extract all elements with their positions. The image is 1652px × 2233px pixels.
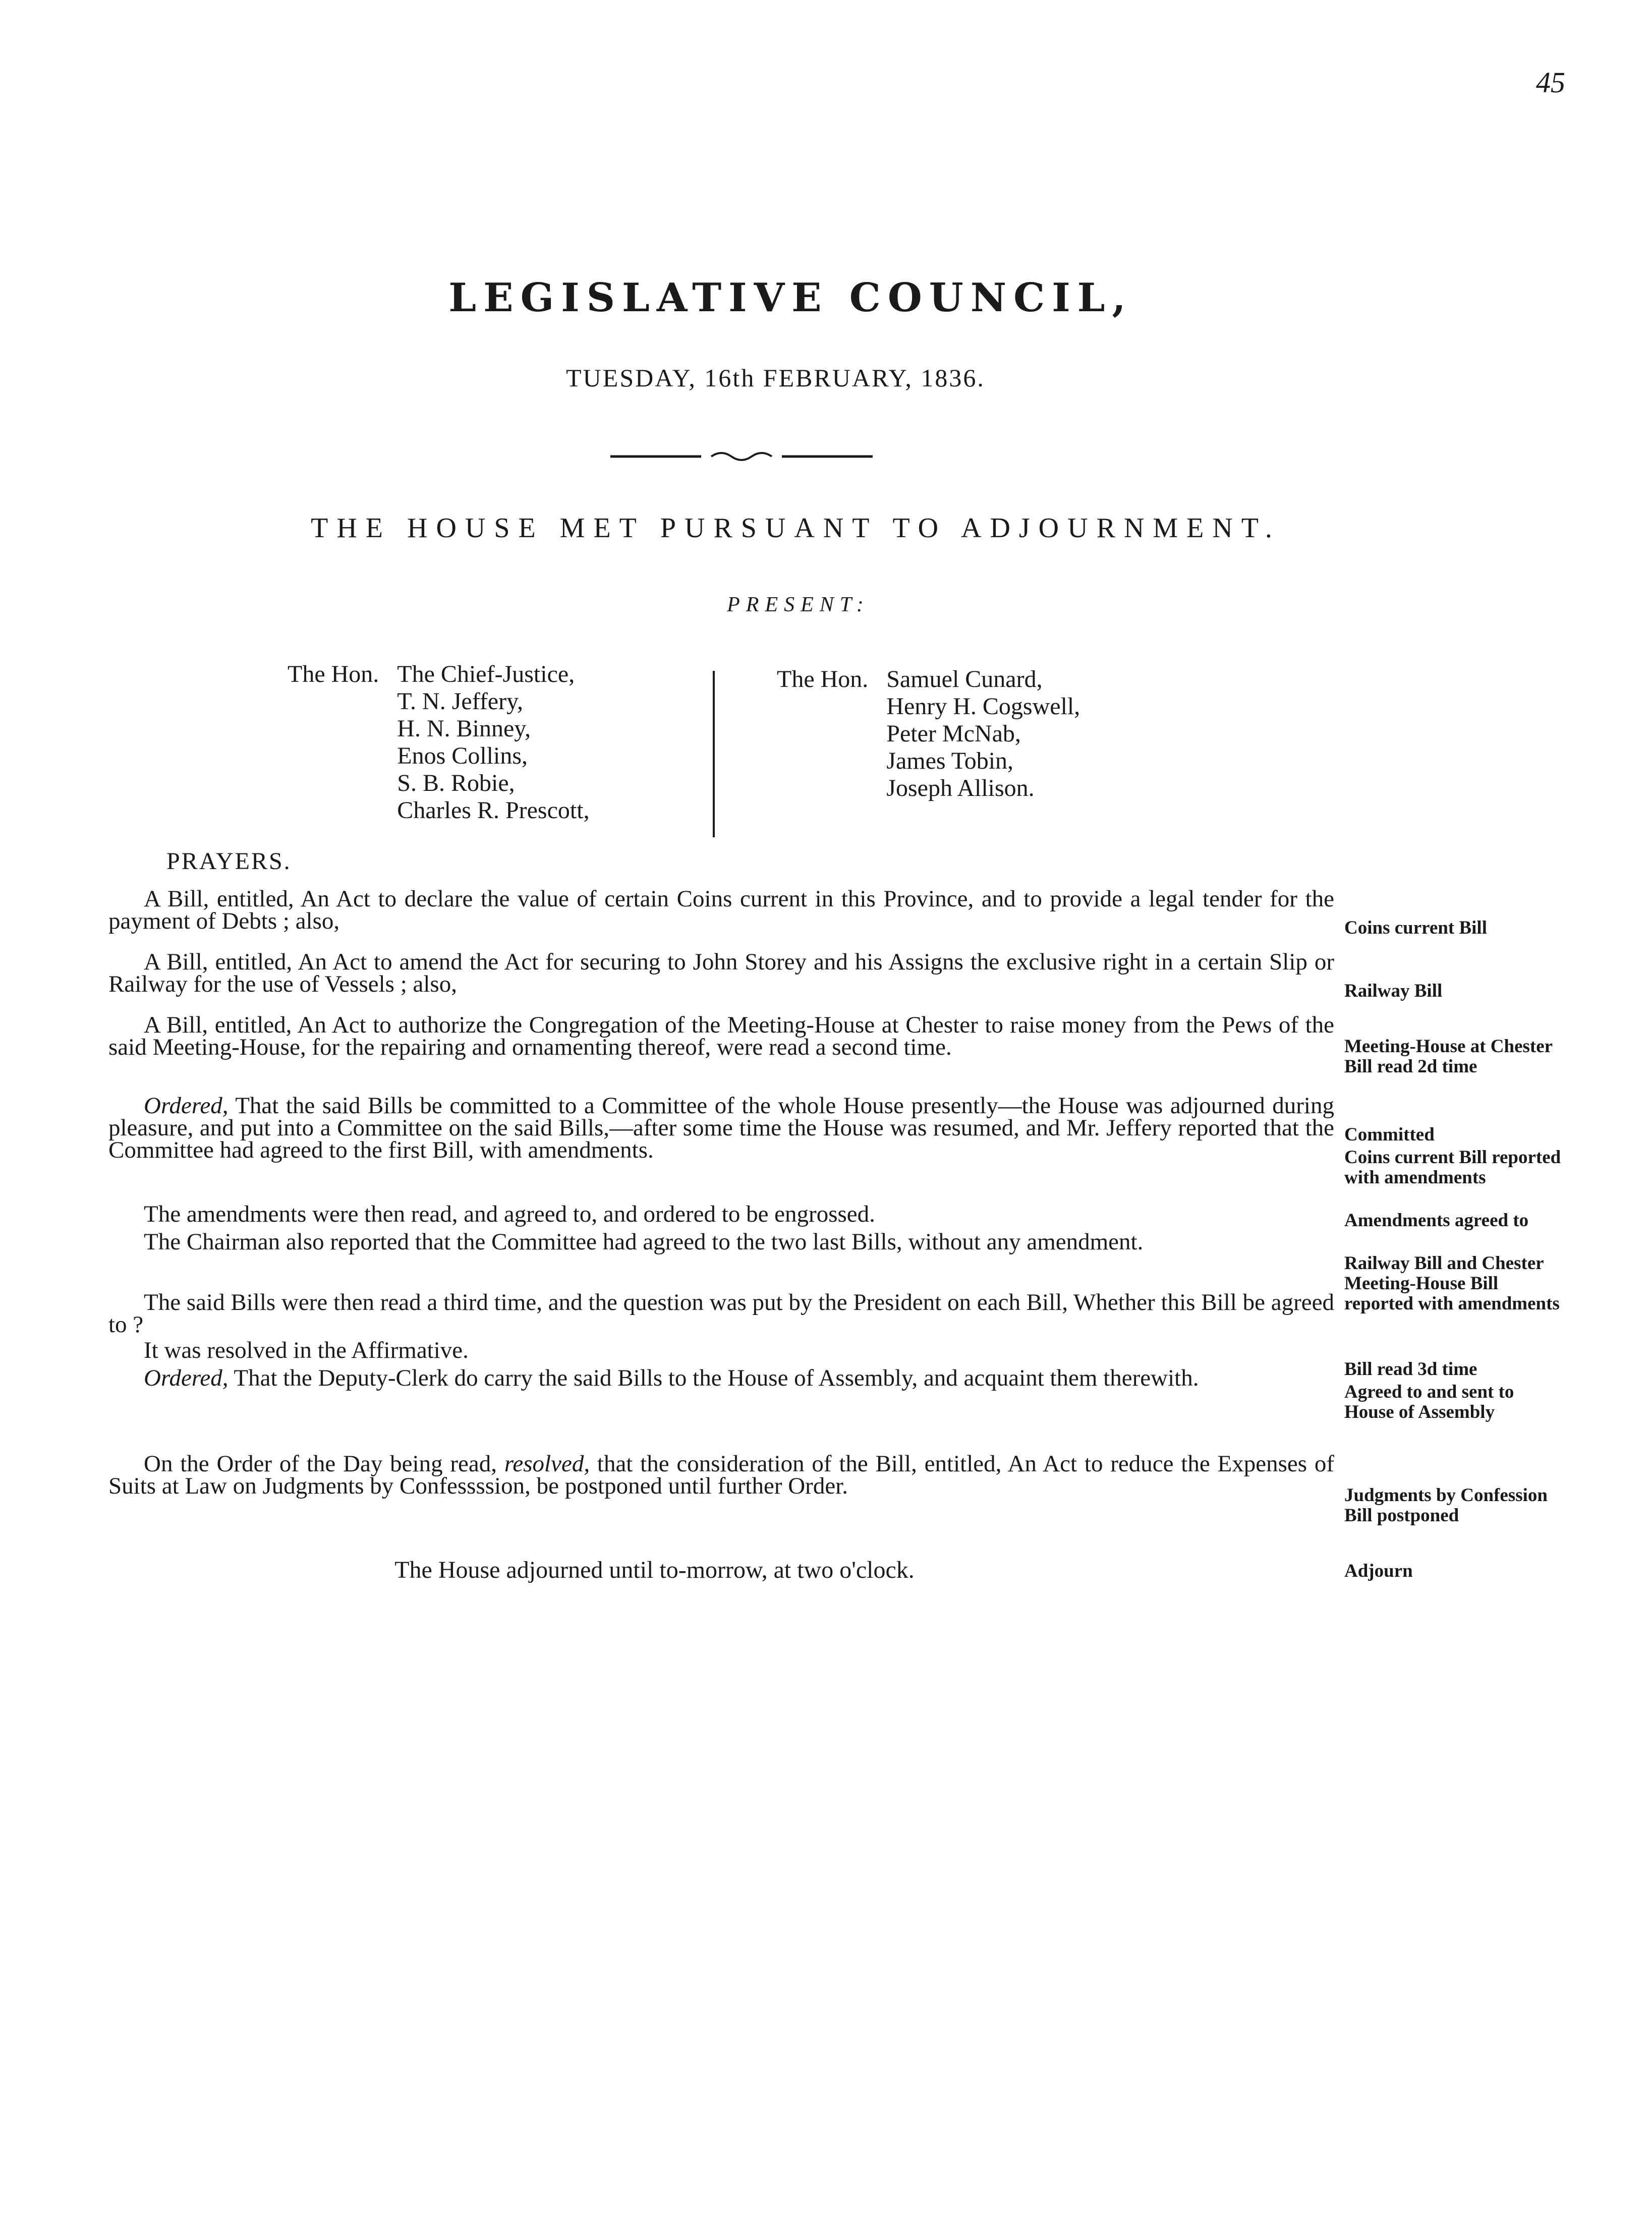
paragraph-text [108,1453,1334,1497]
paragraph-chairman [108,1231,1334,1253]
margin-note: Adjourn [1344,1561,1413,1581]
member-name: Peter McNab, [886,720,1021,747]
hon-label-right: The Hon. [777,666,869,693]
margin-note: Agreed to and sent to House of Assembly [1344,1382,1514,1422]
adjourn-line: The House adjourned until to-morrow, at two o'clock. [394,1557,915,1583]
members-right [777,666,1080,802]
member-name: Samuel Cunard, [886,666,1043,693]
paragraph-text: A Bill, entitled, An Act to amend the Act for securing to John Storey and his Assigns the exclusive right in a certain Slip or Railway for the use of Vessels ; also, [108,949,1334,997]
member-name: S. B. Robie, [397,770,515,796]
margin-note: Railway Bill [1344,981,1443,1001]
paragraph-committed [108,1095,1334,1161]
margin-note: Coins current Bill reported with amendments [1344,1147,1561,1188]
paragraph-text: A Bill, entitled, An Act to authorize the Congregation of the Meeting-House at Chester to raise money from the Pews of the said Meeting-House, for the repairing and ornamenting thereof, were read a second time. [108,1012,1334,1060]
member-name: Henry H. Cogswell, [886,693,1080,720]
member-names-left [397,661,589,824]
paragraph-text: The amendments were then read, and agreed to, and ordered to be engrossed. [144,1201,875,1227]
member-name: The Chief-Justice, [397,661,575,688]
margin-note: Coins current Bill [1344,918,1487,938]
paragraph-meeting-house-bill [108,1014,1334,1058]
council-title: LEGISLATIVE COUNCIL, [448,275,1133,321]
paragraph-deputy-clerk [108,1367,1334,1389]
margin-note: Meeting-House at Chester Bill read 2d time [1344,1036,1553,1077]
hon-label-left: The Hon. [288,661,379,688]
ordered-label: Ordered, [144,1093,229,1119]
prayers-heading: PRAYERS. [166,848,292,875]
margin-note: Railway Bill and Chester Meeting-House Bill reported with amendments [1344,1253,1560,1314]
margin-note: Bill read 3d time [1344,1359,1477,1380]
paragraph-text: The said Bills were then read a third time, and the question was put by the President on each Bill, Whether this Bill be agreed to ? [108,1289,1334,1338]
member-name: H. N. Binney, [397,715,531,742]
paragraph-body: That the Deputy-Clerk do carry the said Bills to the House of Assembly, and acquaint them therewith. [234,1365,1199,1391]
member-name: James Tobin, [886,748,1014,774]
margin-note: Committed [1344,1124,1435,1145]
paragraph-text [108,1095,1334,1161]
date-line: TUESDAY, 16th FEBRUARY, 1836. [566,364,985,392]
members-left [288,661,590,824]
paragraph-text [108,1367,1334,1389]
resolved-label: resolved, [504,1451,590,1477]
paragraph-text: A Bill, entitled, An Act to declare the value of certain Coins current in this Province, and to provide a legal tender for the payment of Debts ; also, [108,886,1334,934]
member-name: T. N. Jeffery, [397,688,523,715]
present-heading: PRESENT: [727,593,870,616]
paragraph-body: that the consideration of the Bill, entitled, An Act to reduce the Expenses of Suits at Law on Judgments by Confessssion, be postponed until further Order. [108,1451,1335,1499]
paragraph-amendments [108,1203,1334,1225]
paragraph-text: The Chairman also reported that the Committee had agreed to the two last Bills, without any amendment. [144,1229,1144,1255]
paragraph-resolved [108,1339,1334,1361]
member-name: Enos Collins, [397,742,528,769]
margin-note: Judgments by Confession Bill postponed [1344,1485,1548,1526]
paragraph-third-reading [108,1291,1334,1336]
members-divider [713,671,715,837]
order-day-prefix: On the Order of the Day being read, [144,1451,497,1477]
member-name: Joseph Allison. [886,775,1035,801]
paragraph-railway-bill [108,951,1334,995]
page-number: 45 [1536,66,1565,99]
paragraph-body: That the said Bills be committed to a Committee of the whole House presently—the House was adjourned during pleasure, and put into a Committee on the said Bills,—after some time the House was resumed, and Mr. Jeffery reported that the Committee had agreed to the first Bill, with amendments. [108,1093,1334,1163]
paragraph-order-of-day [108,1453,1334,1497]
paragraph-coins-bill [108,888,1334,932]
ornament-divider-icon [610,449,873,464]
member-names-right [886,666,1080,802]
met-heading: THE HOUSE MET PURSUANT TO ADJOURNMENT. [311,512,1281,544]
ordered-label: Ordered, [144,1365,229,1391]
margin-note: Amendments agreed to [1344,1210,1529,1231]
member-name: Charles R. Prescott, [397,797,590,824]
paragraph-text: It was resolved in the Affirmative. [144,1337,469,1363]
